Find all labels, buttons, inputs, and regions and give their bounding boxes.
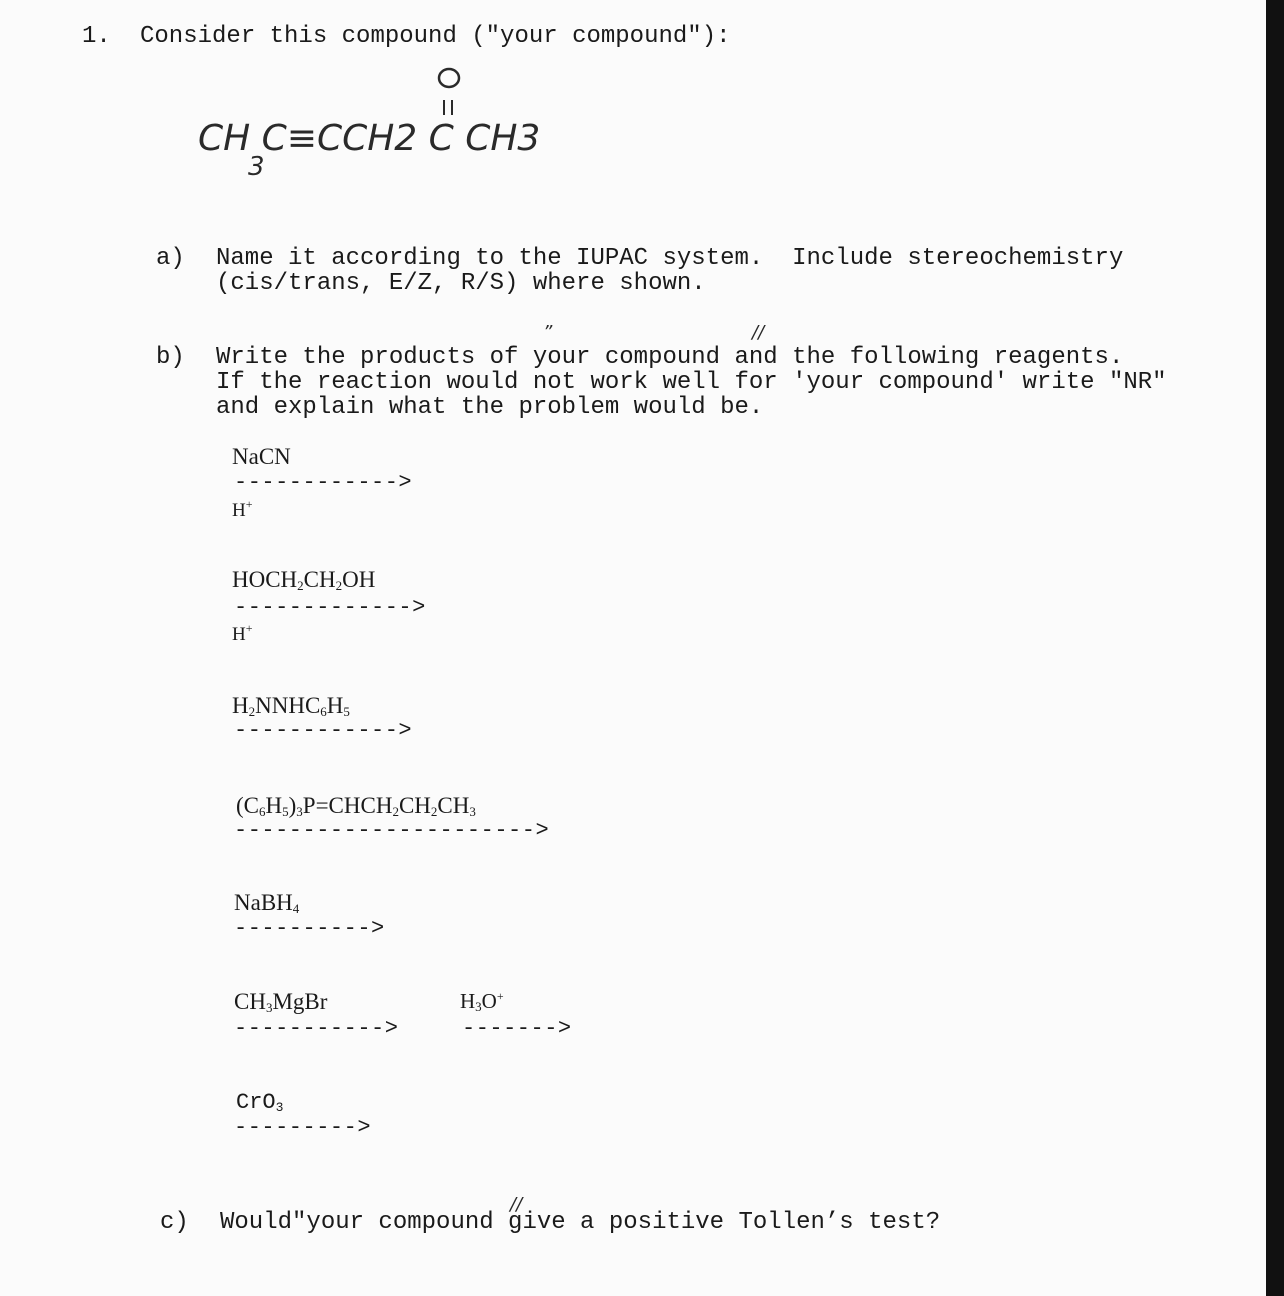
reaction-arrow: ------------->: [234, 595, 426, 620]
reagent-grignard: $CH_3MgBr$: [234, 989, 328, 1015]
reaction-arrow: ---------------------->: [234, 818, 550, 843]
handwritten-quote-mark: //: [510, 1194, 523, 1215]
reaction-arrow: ------------>: [234, 718, 413, 743]
reaction-arrow: ---------->: [234, 916, 385, 941]
part-b-line-2: If the reaction would not work well for 'your compound' write "NR": [216, 369, 1167, 396]
reagent-cro3: CrO$_3$: [236, 1090, 284, 1115]
reagent-phenylhydrazine: $H_2NNHC_6H_5$: [232, 693, 350, 719]
part-a-label: a): [156, 245, 185, 272]
part-a-line-1: Name it according to the IUPAC system. Include stereochemistry: [216, 245, 1124, 272]
handwritten-structure: CH C≡CCH2 C CH3: [198, 118, 541, 159]
part-b-line-1: Write the products of your compound and the following reagents.: [216, 344, 1124, 371]
handwritten-subscript: 3: [248, 152, 265, 182]
question-number: 1.: [82, 23, 111, 50]
reagent-wittig-ylide: $(C_6H_5)_3P=CHCH_2CH_2CH_3$: [236, 793, 476, 819]
handwritten-quote-mark: //: [752, 322, 765, 343]
reagent-hydronium: $H_3O^+$: [460, 989, 504, 1014]
part-c-label: c): [160, 1209, 189, 1236]
reagent-nabh4: NaBH$_4$: [234, 890, 300, 916]
handwritten-quote-mark: ”: [543, 322, 553, 343]
reaction-arrow: ------------>: [234, 470, 413, 495]
reagent-nacn: NaCN: [232, 444, 291, 469]
question-prompt: Consider this compound ("your compound"):: [140, 23, 731, 50]
part-a-line-2: (cis/trans, E/Z, R/S) where shown.: [216, 270, 706, 297]
reaction-arrow: ------->: [462, 1016, 572, 1041]
part-b-label: b): [156, 344, 185, 371]
reaction-arrow: --------->: [234, 1115, 372, 1140]
reaction-arrow: ----------->: [234, 1016, 399, 1041]
part-b-line-3: and explain what the problem would be.: [216, 394, 764, 421]
part-c-text: Would"your compound give a positive Tollen’s test?: [220, 1209, 941, 1236]
reagent-ethylene-glycol: $HOCH_2CH_2OH$: [232, 567, 376, 593]
reagent-acid: H+: [232, 621, 253, 645]
reagent-acid: H+: [232, 497, 253, 521]
